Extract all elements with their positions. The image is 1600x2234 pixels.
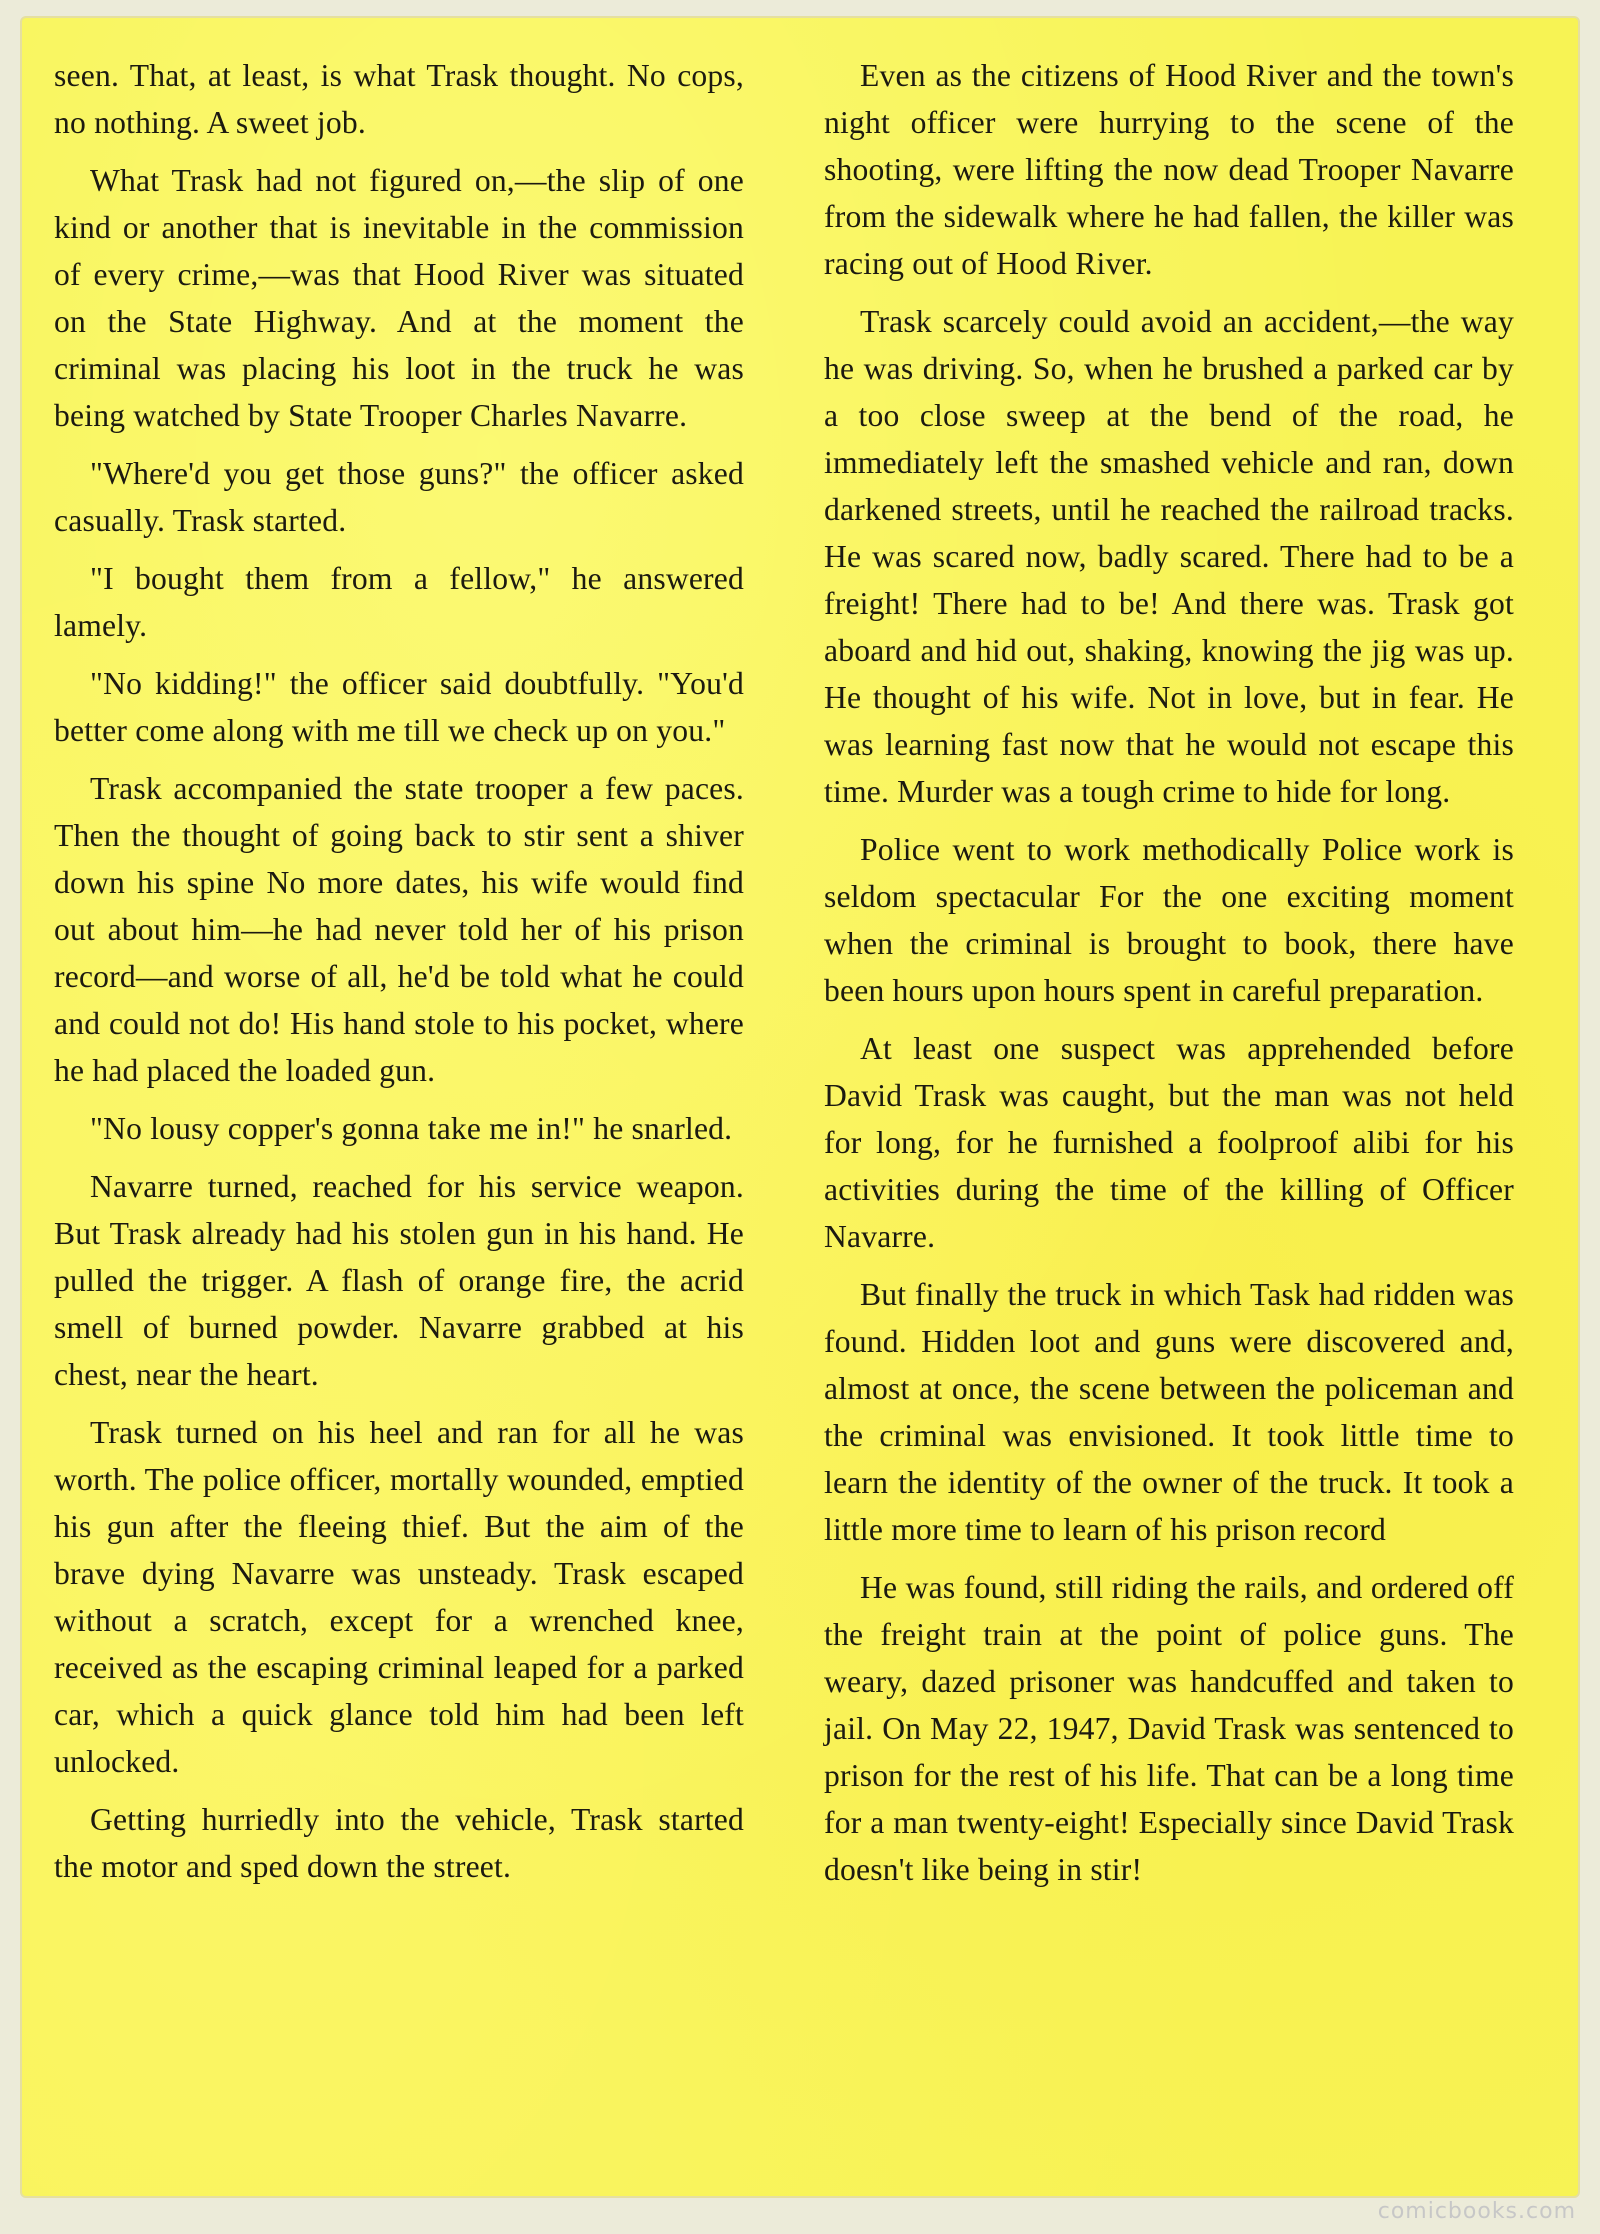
paragraph: Getting hurriedly into the vehicle, Trask started the motor and sped down the street. [54, 1802, 744, 1884]
paragraph: But finally the truck in which Task had ridden was found. Hidden loot and guns were discovered and, almost at once, the scene between the policeman and the criminal was envisioned. It took little time to learn the identity of the owner of the truck. It took a little more time to learn of his prison record [824, 1277, 1514, 1547]
paragraph: What Trask had not figured on,—the slip of one kind or another that is inevitable in the commission of every crime,—was that Hood River was situated on the State Highway. And at the moment the criminal was placing his loot in the truck he was being watched by State Trooper Charles Navarre. [54, 163, 744, 433]
paragraph: seen. That, at least, is what Trask thought. No cops, no nothing. A sweet job. [54, 58, 744, 140]
paragraph: At least one suspect was apprehended before David Trask was caught, but the man was not held for long, for he furnished a foolproof alibi for his activities during the time of the killing of Officer Navarre. [824, 1031, 1514, 1254]
paragraph: Trask accompanied the state trooper a few paces. Then the thought of going back to stir sent a shiver down his spine No more dates, his wife would find out about him—he had never told her of his prison record—and worse of all, he'd be told what he could and could not do! His hand stole to his pocket, where he had placed the loaded gun. [54, 771, 744, 1088]
left-text-column [54, 52, 744, 1901]
right-text-column [824, 52, 1514, 1904]
paragraph: "No lousy copper's gonna take me in!" he snarled. [90, 1111, 733, 1146]
paragraph: Navarre turned, reached for his service weapon. But Trask already had his stolen gun in his hand. He pulled the trigger. A flash of orange fire, the acrid smell of burned powder. Navarre grabbed at his chest, near the heart. [54, 1169, 744, 1392]
paragraph: "Where'd you get those guns?" the officer asked casually. Trask started. [54, 456, 744, 538]
paragraph: "No kidding!" the officer said doubtfully. "You'd better come along with me till we check up on you." [54, 666, 744, 748]
paragraph: "I bought them from a fellow," he answered lamely. [54, 561, 744, 643]
paragraph: Trask scarcely could avoid an accident,—the way he was driving. So, when he brushed a parked car by a too close sweep at the bend of the road, he immediately left the smashed vehicle and ran, down darkened streets, until he reached the railroad tracks. He was scared now, badly scared. There had to be a freight! There had to be! And there was. Trask got aboard and hid out, shaking, knowing the jig was up. He thought of his wife. Not in love, but in fear. He was learning fast now that he would not escape this time. Murder was a tough crime to hide for long. [824, 304, 1514, 809]
story-page [22, 18, 1578, 2196]
paragraph: Even as the citizens of Hood River and the town's night officer were hurrying to the scene of the shooting, were lifting the now dead Trooper Navarre from the sidewalk where he had fallen, the killer was racing out of Hood River. [824, 58, 1514, 281]
paragraph: He was found, still riding the rails, and ordered off the freight train at the point of police guns. The weary, dazed prisoner was handcuffed and taken to jail. On May 22, 1947, David Trask was sentenced to prison for the rest of his life. That can be a long time for a man twenty-eight! Especially since David Trask doesn't like being in stir! [824, 1570, 1514, 1887]
site-watermark: comicbooks.com [1377, 2199, 1576, 2224]
paragraph: Police went to work methodically Police work is seldom spectacular For the one exciting moment when the criminal is brought to book, there have been hours upon hours spent in careful preparation. [824, 832, 1514, 1008]
paragraph: Trask turned on his heel and ran for all he was worth. The police officer, mortally wounded, emptied his gun after the fleeing thief. But the aim of the brave dying Navarre was unsteady. Trask escaped without a scratch, except for a wrenched knee, received as the escaping criminal leaped for a parked car, which a quick glance told him had been left unlocked. [54, 1415, 744, 1779]
